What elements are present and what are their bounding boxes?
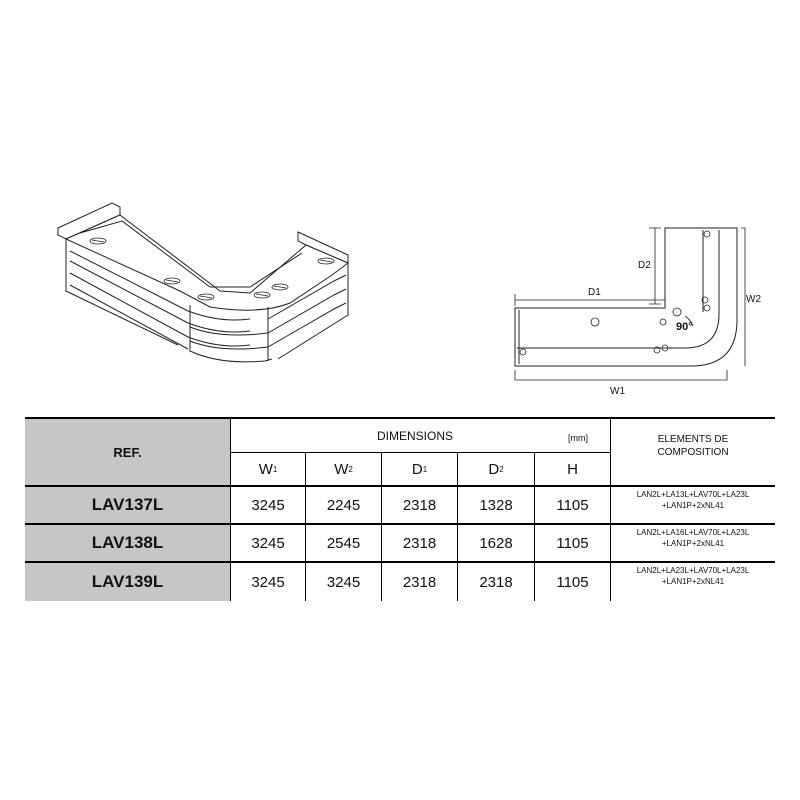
table-cell: 2318 (402, 496, 437, 514)
plan-view-diagram (505, 220, 780, 400)
column-header-w2: W 2 (334, 460, 353, 478)
table-row-ref: LAV137L (25, 487, 230, 523)
plan-label-d1: D1 (588, 287, 601, 298)
plan-label-w2: W2 (746, 294, 761, 305)
elements-cell: LAN2L+LA23L+LAV70L+LA23L +LAN1P+2xNL41 (636, 566, 750, 586)
table-cell: 2545 (326, 534, 361, 552)
unit-label: [mm] (568, 433, 588, 443)
table-cell: 2318 (402, 573, 437, 591)
column-header-d1: D 1 (411, 460, 428, 478)
table-cell: 2318 (479, 573, 513, 591)
elements-header: ELEMENTS DE COMPOSITION (657, 434, 729, 458)
table-cell: 3245 (251, 573, 285, 591)
desk-perspective-drawing (50, 195, 360, 370)
table-cell: 1105 (556, 496, 589, 514)
table-cell: 1105 (556, 573, 589, 591)
table-cell: 3245 (251, 534, 285, 552)
column-header-d2: D 2 (488, 460, 504, 478)
table-cell: 3245 (251, 496, 285, 514)
plan-label-w1: W1 (610, 386, 625, 397)
elements-cell: LAN2L+LA13L+LAV70L+LA23L +LAN1P+2xNL41 (636, 490, 750, 510)
table-cell: 1328 (479, 496, 513, 514)
table-cell: 2245 (326, 496, 361, 514)
column-header-w1: W 1 (258, 460, 278, 478)
ref-header: REF. (25, 419, 230, 485)
table-cell: 3245 (326, 573, 361, 591)
dimensions-header: DIMENSIONS (377, 429, 454, 443)
column-header-h: H (567, 460, 578, 478)
table-cell: 2318 (402, 534, 437, 552)
elements-cell: LAN2L+LA16L+LAV70L+LA23L +LAN1P+2xNL41 (636, 528, 750, 548)
table-row-ref: LAV138L (25, 525, 230, 561)
table-cell: 1628 (479, 534, 513, 552)
specification-table (25, 417, 775, 601)
plan-label-angle: 90° (676, 321, 693, 333)
table-cell: 1105 (556, 534, 589, 552)
plan-label-d2: D2 (638, 260, 651, 271)
table-row-ref: LAV139L (25, 563, 230, 601)
